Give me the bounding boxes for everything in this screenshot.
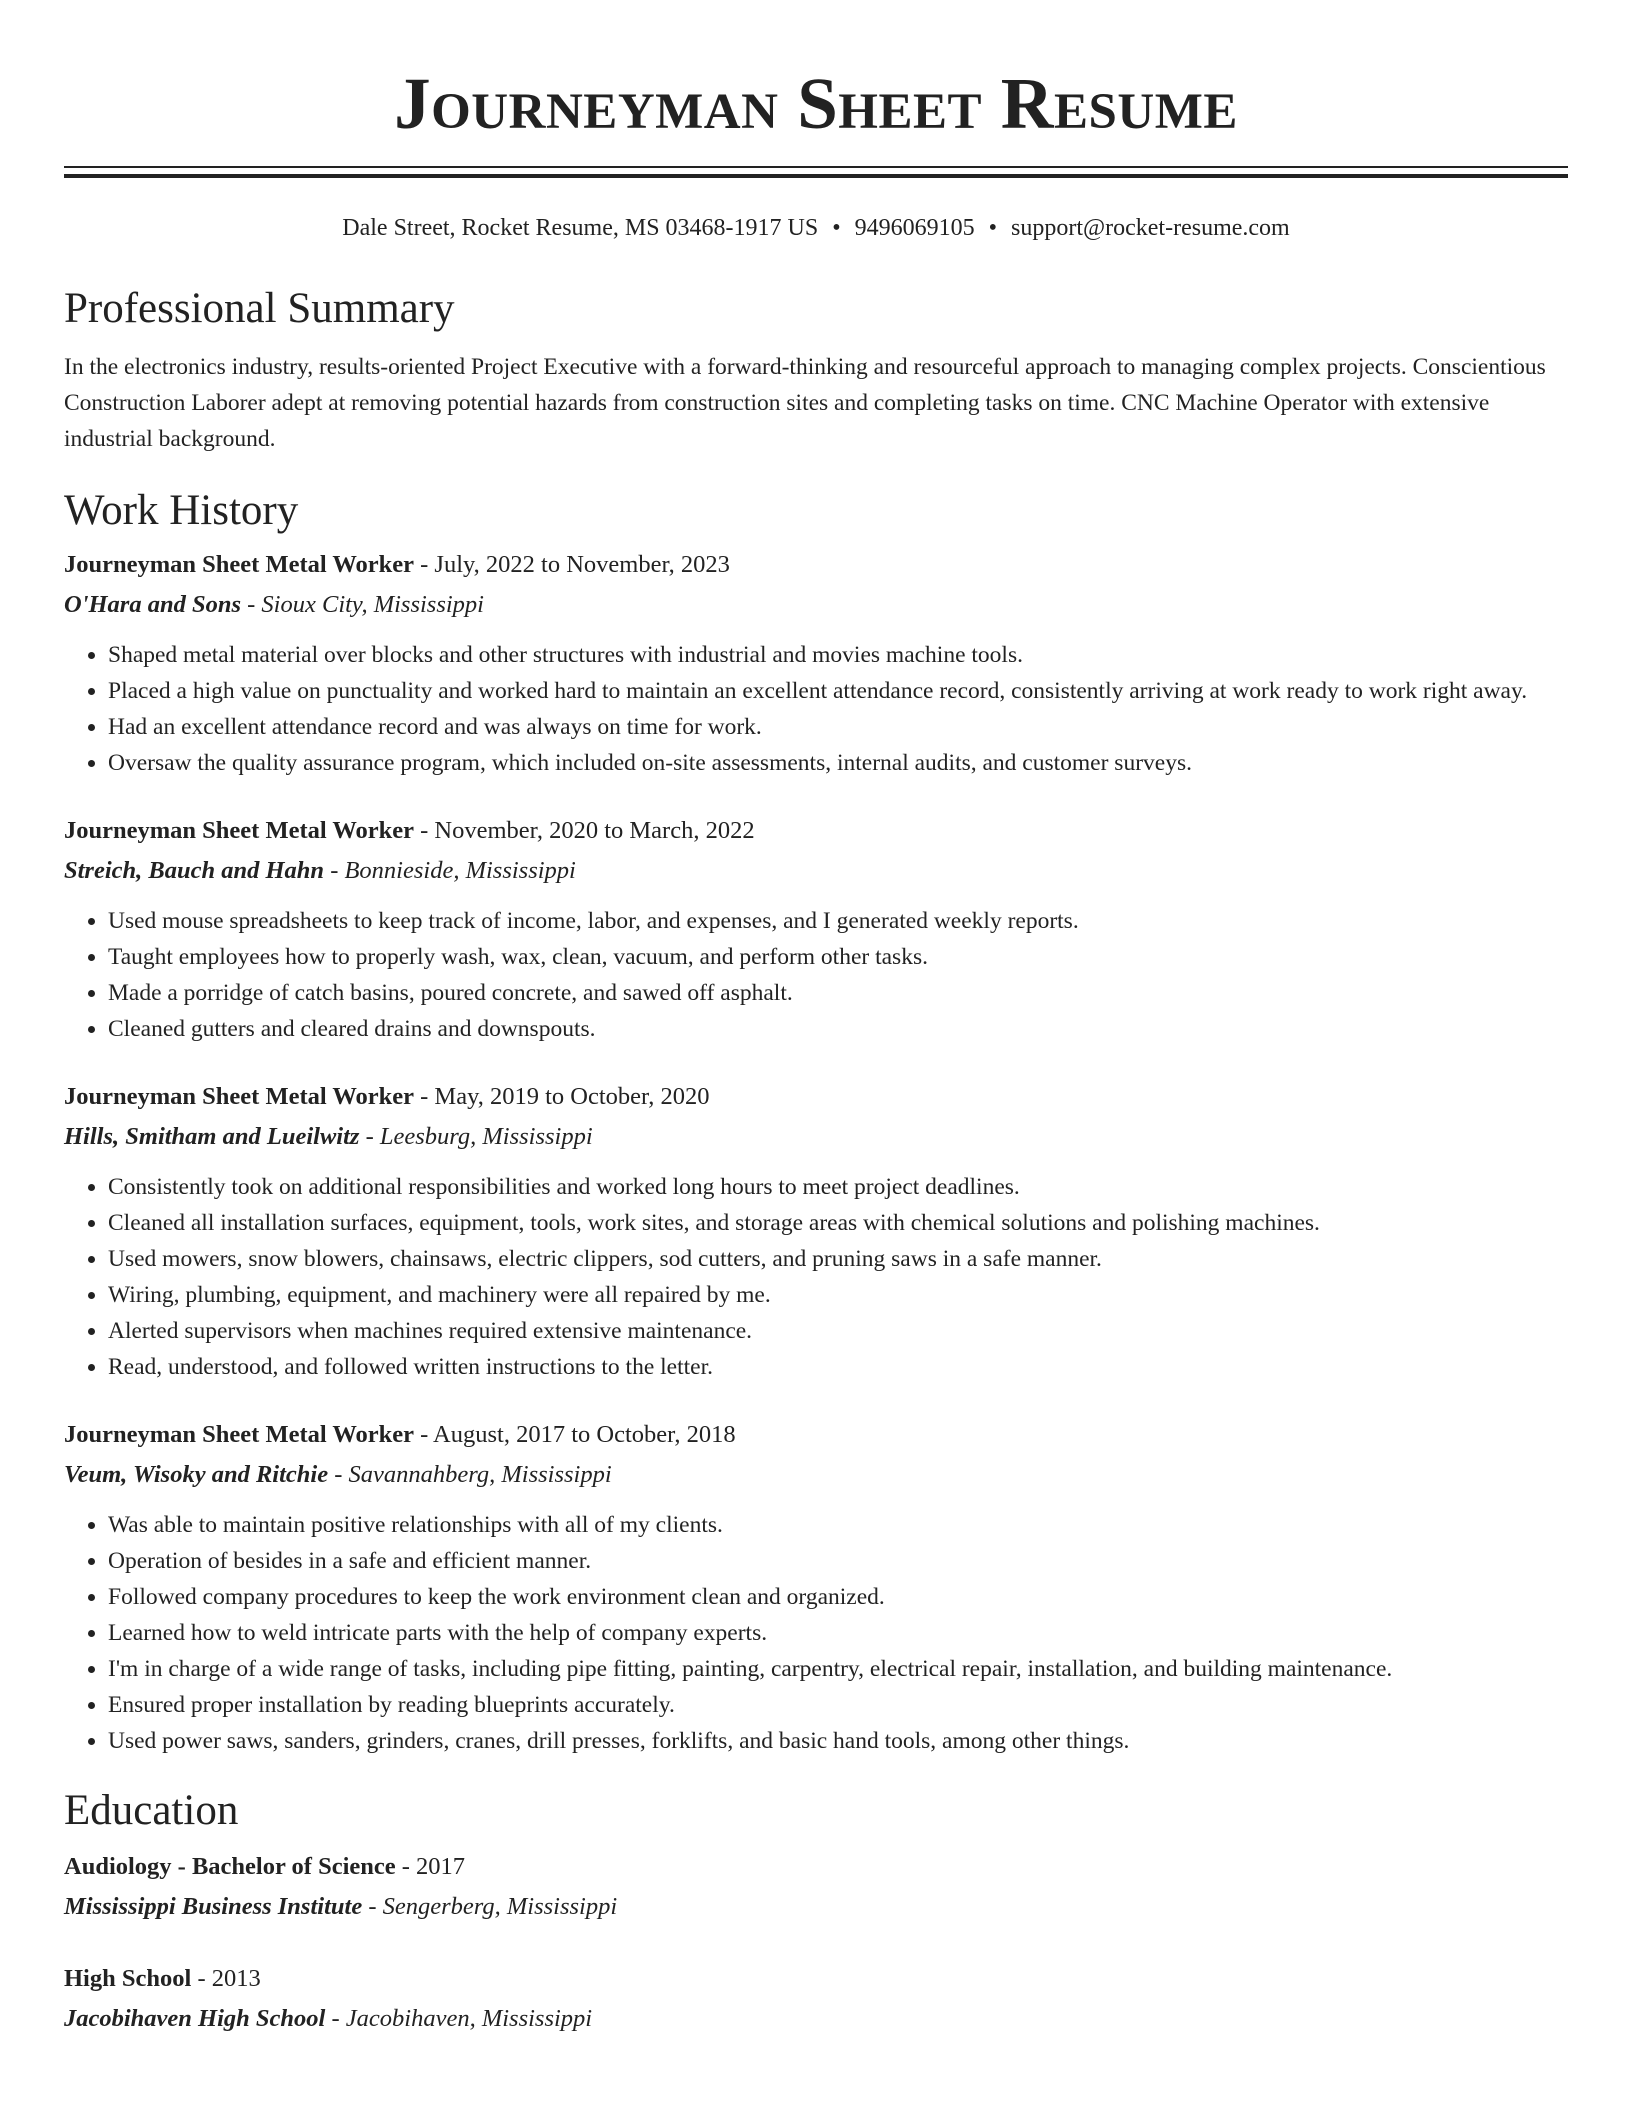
job-duty: • Cleaned gutters and cleared drains and downspouts.: [108, 1011, 1568, 1047]
employer-name: O'Hara and Sons: [64, 591, 242, 618]
degree-year: - 2017: [395, 1853, 466, 1880]
job-title: Journeyman Sheet Metal Worker: [64, 1421, 414, 1448]
job-dates: - May, 2019 to October, 2020: [414, 1083, 710, 1110]
job-title: Journeyman Sheet Metal Worker: [64, 1083, 414, 1110]
education-entry: [64, 1959, 1568, 2039]
resume-title: Journeyman Sheet Resume: [394, 63, 1238, 144]
job-entry: [64, 545, 1568, 781]
degree-name: Audiology - Bachelor of Science: [64, 1853, 396, 1880]
resume-page: [64, 0, 1568, 2039]
job-entry: [64, 1077, 1568, 1385]
job-duty: • Made a porridge of catch basins, poured concrete, and sawed off asphalt.: [108, 975, 1568, 1011]
job-duty: • Operation of besides in a safe and efficient manner.: [108, 1543, 1568, 1579]
job-duty: • Learned how to weld intricate parts with the help of company experts.: [108, 1615, 1568, 1651]
employer-name: Hills, Smitham and Lueilwitz: [64, 1123, 360, 1150]
job-duty: • Had an excellent attendance record and was always on time for work.: [108, 709, 1568, 745]
job-duties: [64, 637, 1568, 781]
job-duty: • Wiring, plumbing, equipment, and machinery were all repaired by me.: [108, 1277, 1568, 1313]
job-dates: - July, 2022 to November, 2023: [414, 551, 730, 578]
employer-line: [64, 1455, 1568, 1495]
school-location: - Jacobihaven, Mississippi: [325, 2005, 593, 2032]
job-duty: • I'm in charge of a wide range of tasks, including pipe fitting, painting, carpentry, electrical repair, installation, and building maintenance.: [108, 1651, 1568, 1687]
job-dates: - August, 2017 to October, 2018: [414, 1421, 736, 1448]
employer-line: [64, 585, 1568, 625]
school-line: [64, 1999, 1568, 2039]
education-heading: Education: [64, 1787, 239, 1834]
education-entry: [64, 1847, 1568, 1927]
job-duty: • Oversaw the quality assurance program, which included on-site assessments, internal audits, and customer surveys.: [108, 745, 1568, 781]
job-duty: • Used mouse spreadsheets to keep track of income, labor, and expenses, and I generated weekly reports.: [108, 903, 1568, 939]
contact-separator: •: [832, 215, 841, 241]
job-title-line: [64, 545, 1568, 585]
summary-heading: Professional Summary: [64, 285, 455, 332]
job-entry: [64, 1415, 1568, 1759]
job-title-line: [64, 1415, 1568, 1455]
job-duty: • Taught employees how to properly wash, wax, clean, vacuum, and perform other tasks.: [108, 939, 1568, 975]
job-duty: • Used power saws, sanders, grinders, cranes, drill presses, forklifts, and basic hand tools, among other things.: [108, 1723, 1568, 1759]
degree-name: High School: [64, 1965, 192, 1992]
degree-line: [64, 1847, 1568, 1887]
employer-line: [64, 1117, 1568, 1157]
job-dates: - November, 2020 to March, 2022: [414, 817, 755, 844]
employer-location: - Sioux City, Mississippi: [241, 591, 484, 618]
school-location: - Sengerberg, Mississippi: [362, 1893, 618, 1920]
title-divider-thin: [64, 166, 1568, 168]
contact-separator: •: [988, 215, 998, 241]
employer-location: - Savannahberg, Mississippi: [328, 1461, 612, 1488]
job-duty: • Shaped metal material over blocks and other structures with industrial and movies machine tools.: [108, 637, 1568, 673]
employer-location: - Leesburg, Mississippi: [359, 1123, 593, 1150]
school-line: [64, 1887, 1568, 1927]
job-duty: • Was able to maintain positive relationships with all of my clients.: [108, 1507, 1568, 1543]
contact-line: [64, 213, 1568, 243]
job-duty: • Ensured proper installation by reading blueprints accurately.: [108, 1687, 1568, 1723]
title-divider-thick: [64, 174, 1568, 178]
employer-name: Streich, Bauch and Hahn: [64, 857, 325, 884]
degree-year: - 2013: [191, 1965, 261, 1992]
job-duty: • Followed company procedures to keep the work environment clean and organized.: [108, 1579, 1568, 1615]
job-duties: [64, 903, 1568, 1047]
job-duty: • Cleaned all installation surfaces, equipment, tools, work sites, and storage areas with chemical solutions and polishing machines.: [108, 1205, 1568, 1241]
contact-address: Dale Street, Rocket Resume, MS 03468-1917 US: [342, 215, 819, 241]
job-duty: • Used mowers, snow blowers, chainsaws, electric clippers, sod cutters, and pruning saws in a safe manner.: [108, 1241, 1568, 1277]
degree-line: [64, 1959, 1568, 1999]
summary-text: In the electronics industry, results-oriented Project Executive with a forward-thinking and resourceful approach to managing complex projects. Conscientious Construction Laborer adept at removing potential hazards from construction sites and completing tasks on time. CNC Machine Operator with extensive industrial background.: [64, 354, 1546, 452]
job-duties: [64, 1507, 1568, 1759]
employer-name: Veum, Wisoky and Ritchie: [64, 1461, 329, 1488]
job-title: Journeyman Sheet Metal Worker: [64, 817, 414, 844]
work-history-heading: Work History: [64, 487, 299, 534]
job-title: Journeyman Sheet Metal Worker: [64, 551, 414, 578]
job-entry: [64, 811, 1568, 1047]
contact-email: support@rocket-resume.com: [1011, 215, 1290, 241]
job-duty: • Consistently took on additional responsibilities and worked long hours to meet project deadlines.: [108, 1169, 1568, 1205]
employer-line: [64, 851, 1568, 891]
job-title-line: [64, 811, 1568, 851]
school-name: Mississippi Business Institute: [64, 1893, 363, 1920]
job-duty: • Alerted supervisors when machines required extensive maintenance.: [108, 1313, 1568, 1349]
job-duties: [64, 1169, 1568, 1385]
job-duty: • Read, understood, and followed written instructions to the letter.: [108, 1349, 1568, 1385]
contact-phone: 9496069105: [854, 215, 975, 241]
school-name: Jacobihaven High School: [64, 2005, 326, 2032]
employer-location: - Bonnieside, Mississippi: [324, 857, 576, 884]
job-duty: • Placed a high value on punctuality and worked hard to maintain an excellent attendance record, consistently arriving at work ready to work right away.: [108, 673, 1568, 709]
job-title-line: [64, 1077, 1568, 1117]
